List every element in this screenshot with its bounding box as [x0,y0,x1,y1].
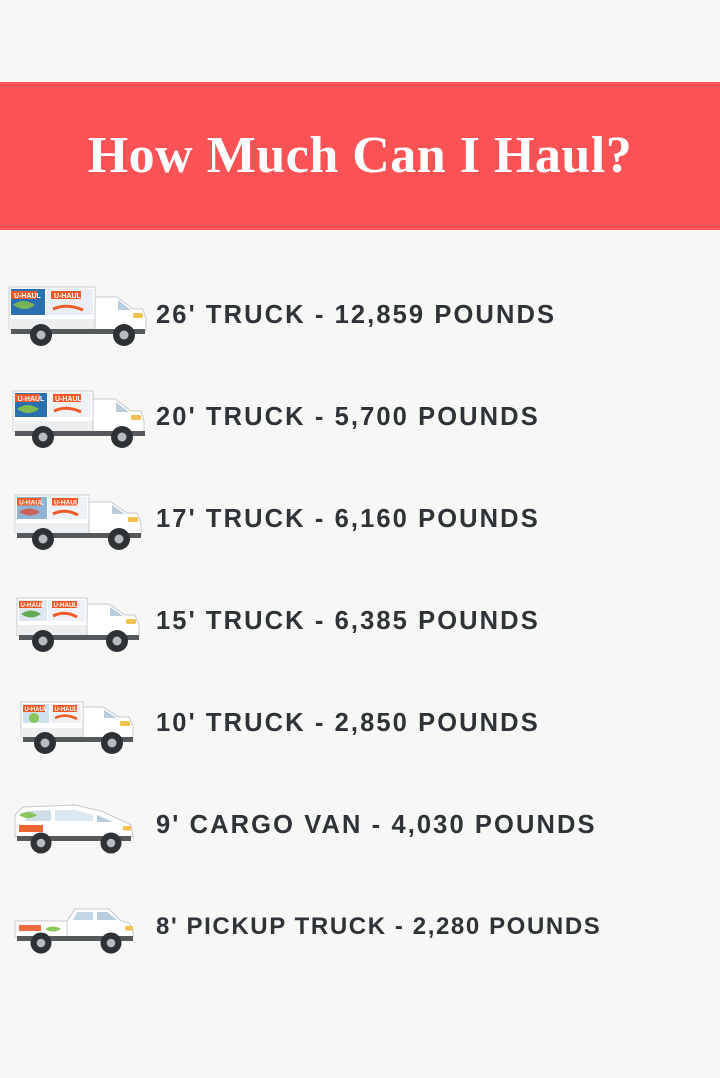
svg-text:U-HAUL: U-HAUL [17,396,45,403]
capacity-label: 10' TRUCK - 2,850 POUNDS [156,708,540,737]
box-truck-graphic [5,377,155,457]
uhaul-17ft-truck-icon [4,471,156,567]
svg-text:U-HAUL: U-HAUL [55,396,82,403]
capacity-label: 17' TRUCK - 6,160 POUNDS [156,504,540,533]
svg-text:U-HAUL: U-HAUL [19,499,44,507]
title-banner [0,82,720,230]
svg-text:U-HAUL: U-HAUL [54,499,79,507]
page-title: How Much Can I Haul? [87,127,633,184]
top-spacer [0,0,720,82]
box-truck-graphic [5,683,155,763]
uhaul-26ft-truck-icon [4,267,156,363]
list-item [0,366,720,468]
uhaul-15ft-truck-icon [4,573,156,669]
svg-text:U-HAUL: U-HAUL [14,293,41,300]
list-item [0,876,720,978]
uhaul-8ft-pickup-truck-icon [4,879,156,975]
svg-text:U-HAUL: U-HAUL [54,707,78,713]
uhaul-10ft-truck-icon [4,675,156,771]
cargo-van-graphic [5,785,155,865]
list-item [0,264,720,366]
list-item [0,774,720,876]
capacity-label: 9' CARGO VAN - 4,030 POUNDS [156,810,597,839]
vehicle-capacity-list [0,230,720,978]
list-item [0,468,720,570]
capacity-label: 26' TRUCK - 12,859 POUNDS [156,300,557,329]
list-item [0,672,720,774]
box-truck-graphic [5,479,155,559]
capacity-label: 20' TRUCK - 5,700 POUNDS [156,402,540,431]
list-item [0,570,720,672]
capacity-label: 8' PICKUP TRUCK - 2,280 POUNDS [156,913,602,940]
svg-text:U-HAUL: U-HAUL [54,293,81,300]
capacity-label: 15' TRUCK - 6,385 POUNDS [156,606,540,635]
uhaul-20ft-truck-icon [4,369,156,465]
svg-text:U-HAUL: U-HAUL [20,602,45,609]
svg-text:U-HAUL: U-HAUL [53,602,78,609]
box-truck-graphic [5,581,155,661]
svg-text:U-HAUL: U-HAUL [24,707,48,713]
uhaul-9ft-cargo-van-icon [4,777,156,873]
box-truck-graphic [5,275,155,355]
pickup-truck-graphic [5,887,155,967]
